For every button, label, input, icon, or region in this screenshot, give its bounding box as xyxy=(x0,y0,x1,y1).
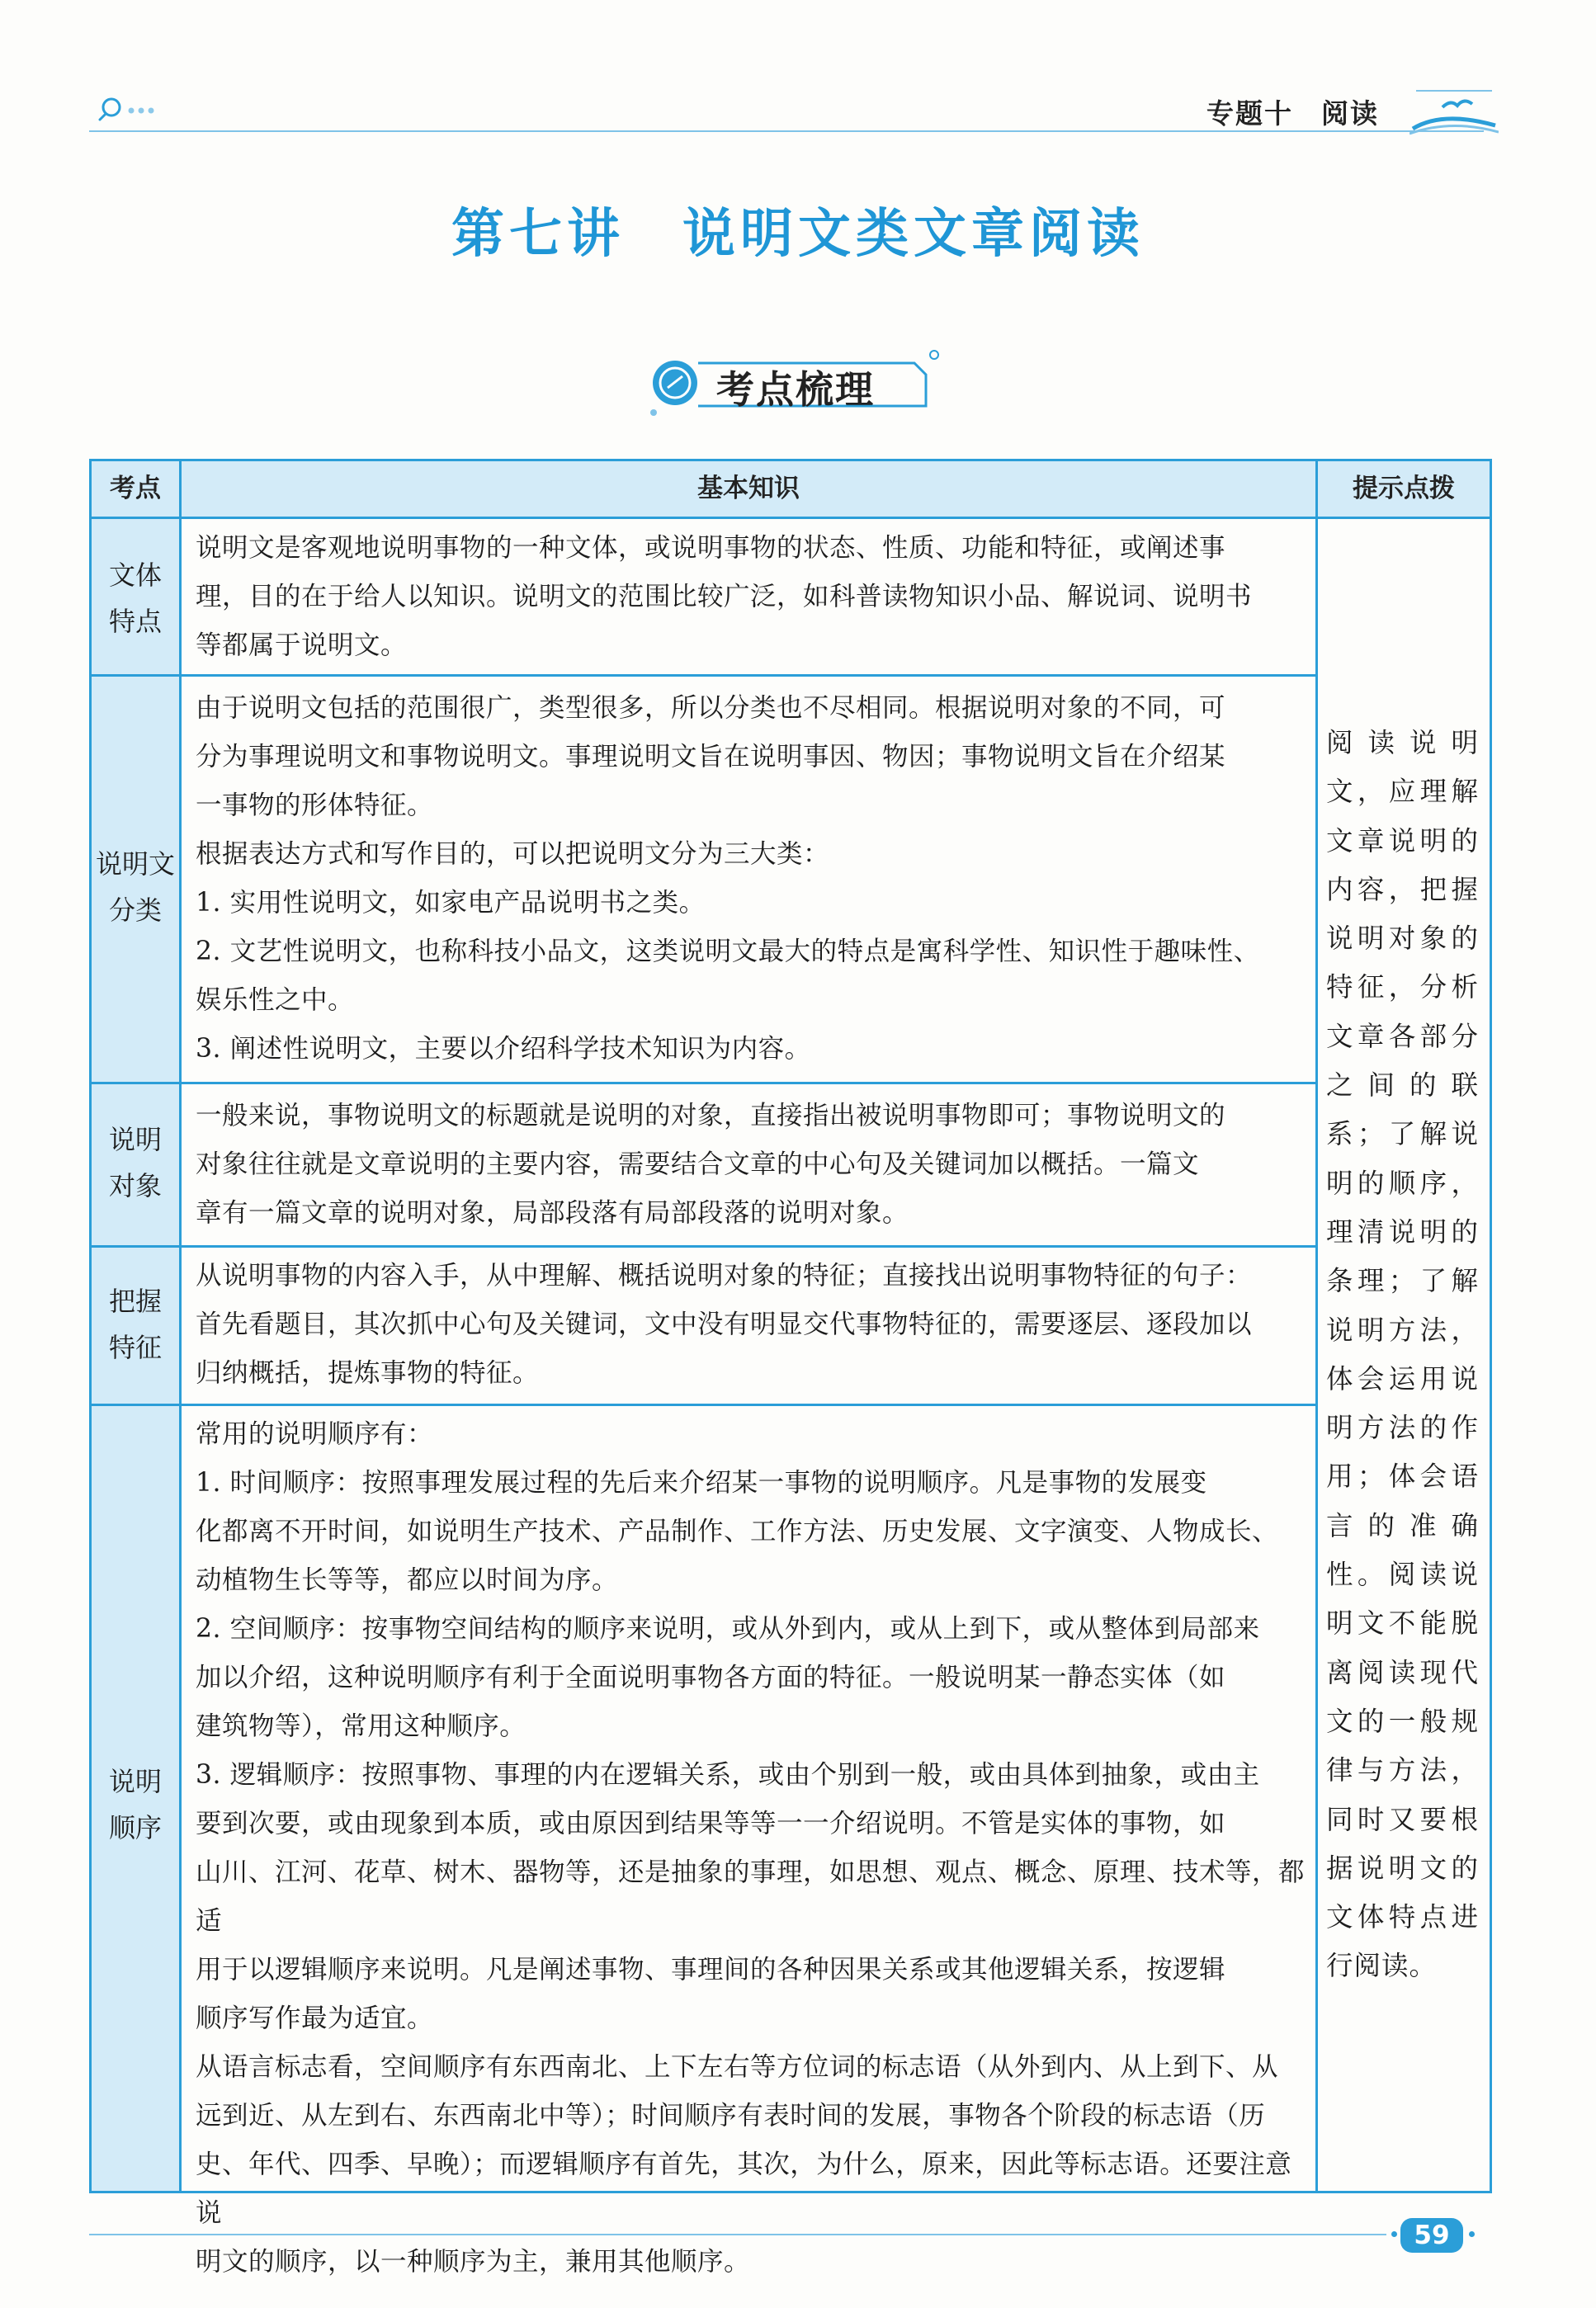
text-line: 2. 文艺性说明文，也称科技小品文，这类说明文最大的特点是寓科学性、知识性于趣味性、 xyxy=(196,937,1260,966)
text-line: 1. 时间顺序：按照事理发展过程的先后来介绍某一事物的说明顺序。凡是事物的发展变 xyxy=(196,1468,1207,1498)
text-line: 史、年代、四季、早晚）；而逻辑顺序有首先，其次，为什么，原来，因此等标志语。还要注意说 xyxy=(196,2150,1292,2228)
bird-logo-icon xyxy=(1409,86,1499,135)
page-title xyxy=(0,191,1596,267)
text-line: 首先看题目，其次抓中心句及关键词，文中没有明显交代事物特征的，需要逐层、逐段加以 xyxy=(196,1310,1253,1339)
text-line: 化都离不开时间，如说明生产技术、产品制作、工作方法、历史发展、文字演变、人物成长、 xyxy=(196,1517,1279,1546)
text-line: 根据表达方式和写作目的，可以把说明文分为三大类： xyxy=(196,839,830,869)
text-line: 从语言标志看，空间顺序有东西南北、上下左右等方位词的标志语（从外到内、从上到下、从 xyxy=(196,2052,1279,2082)
category-features xyxy=(92,1278,179,1371)
tips-cell: 阅读说明文，应理解文章说明的内容，把握说明对象的特征，分析文章各部分之间的联系；了解说明的顺序，理清说明的条理；了解说明方法，体会运用说明方法的作用；体会语言的准确性。阅读说明文不能脱离阅读现代文的一般规律与方法，同时又要根据说明文的文体特点进行阅读。 xyxy=(1326,727,1479,1982)
knowledge-cell-style xyxy=(196,524,1306,670)
text-line: 明文的顺序，以一种顺序为主，兼用其他顺序。 xyxy=(196,2247,751,2277)
text-line: 建筑物等），常用这种顺序。 xyxy=(196,1711,526,1741)
text-line: 加以介绍，这种说明顺序有利于全面说明事物各方面的特征。一般说明某一静态实体（如 xyxy=(196,1663,1226,1692)
text-line: 等都属于说明文。 xyxy=(196,630,408,660)
category-order xyxy=(92,1758,179,1851)
category-object xyxy=(92,1116,179,1209)
header-knowledge: 基本知识 xyxy=(697,474,800,503)
category-label: 把握 xyxy=(108,1286,162,1317)
row-divider xyxy=(92,674,1315,677)
header-point: 考点 xyxy=(110,474,161,503)
text-line: 动植物生长等等，都应以时间为序。 xyxy=(196,1565,619,1595)
lecture-name: 说明文类文章阅读 xyxy=(682,204,1145,265)
text-line: 章有一篇文章的说明对象，局部段落有局部段落的说明对象。 xyxy=(196,1198,909,1228)
text-line: 3. 阐述性说明文，主要以介绍科学技术知识为内容。 xyxy=(196,1034,811,1064)
text-line: 要到次要，或由现象到本质，或由原因到结果等等一一介绍说明。不管是实体的事物，如 xyxy=(196,1809,1226,1838)
category-label: 对象 xyxy=(108,1170,162,1201)
footer-divider xyxy=(89,2234,1386,2235)
row-divider xyxy=(92,1082,1315,1084)
text-line: 归纳概括，提炼事物的特征。 xyxy=(196,1358,540,1388)
text-line: 对象往往就是文章说明的主要内容，需要结合文章的中心句及关键词加以概括。一篇文 xyxy=(196,1149,1200,1179)
category-label: 分类 xyxy=(108,894,162,926)
text-line: 从说明事物的内容入手，从中理解、概括说明对象的特征；直接找出说明事物特征的句子： xyxy=(196,1261,1253,1291)
category-label: 说明 xyxy=(108,1124,162,1155)
text-line: 一般来说，事物说明文的标题就是说明的对象，直接指出被说明事物即可；事物说明文的 xyxy=(196,1101,1226,1130)
header-topic xyxy=(1206,92,1379,131)
knowledge-cell-object xyxy=(196,1092,1306,1238)
page-number: 59 xyxy=(1400,2218,1463,2253)
column-divider xyxy=(1315,461,1318,2191)
text-line: 山川、江河、花草、树木、器物等，还是抽象的事理，如思想、观点、概念、原理、技术等，都适 xyxy=(196,1857,1306,1936)
text-line: 用于以逻辑顺序来说明。凡是阐述事物、事理间的各种因果关系或其他逻辑关系，按逻辑 xyxy=(196,1955,1226,1985)
footer-dot xyxy=(1391,2231,1397,2237)
text-line: 1. 实用性说明文，如家电产品说明书之类。 xyxy=(196,888,706,918)
text-line: 说明文是客观地说明事物的一种文体，或说明事物的状态、性质、功能和特征，或阐述事 xyxy=(196,533,1226,563)
footer-dot xyxy=(1469,2231,1475,2237)
text-line: 娱乐性之中。 xyxy=(196,985,355,1015)
knowledge-cell-classification xyxy=(196,684,1306,1074)
knowledge-cell-order xyxy=(196,1410,1306,2287)
text-line: 理，目的在于给人以知识。说明文的范围比较广泛，如科普读物知识小品、解说词、说明书 xyxy=(196,582,1253,611)
category-classification xyxy=(92,841,179,933)
header-topic-label: 专题十 xyxy=(1206,97,1293,130)
category-label: 顺序 xyxy=(108,1812,162,1843)
category-label: 说明文 xyxy=(95,848,175,880)
category-label: 文体 xyxy=(108,559,162,591)
category-label: 特点 xyxy=(108,606,162,637)
text-line: 由于说明文包括的范围很广，类型很多，所以分类也不尽相同。根据说明对象的不同，可 xyxy=(196,693,1226,723)
column-divider xyxy=(179,461,182,2191)
text-line: 顺序写作最为适宜。 xyxy=(196,2004,434,2033)
text-line: 常用的说明顺序有： xyxy=(196,1419,434,1449)
text-line: 一事物的形体特征。 xyxy=(196,791,434,820)
category-style-features xyxy=(92,552,179,644)
text-line: 远到近、从左到右、东西南北中等）；时间顺序有表时间的发展，事物各个阶段的标志语（历 xyxy=(196,2101,1266,2131)
knowledge-cell-features xyxy=(196,1252,1306,1398)
section-badge-label: 考点梳理 xyxy=(716,367,875,412)
row-divider xyxy=(92,1245,1315,1248)
text-line: 分为事理说明文和事物说明文。事理说明文旨在说明事因、物因；事物说明文旨在介绍某 xyxy=(196,742,1226,772)
header-divider xyxy=(89,130,1484,132)
text-line: 2. 空间顺序：按事物空间结构的顺序来说明，或从外到内，或从上到下，或从整体到局部来 xyxy=(196,1614,1260,1644)
lecture-number: 第七讲 xyxy=(451,204,625,265)
header-tips: 提示点拨 xyxy=(1353,474,1455,503)
text-line: 3. 逻辑顺序：按照事物、事理的内在逻辑关系，或由个别到一般，或由具体到抽象，或由主 xyxy=(196,1760,1260,1790)
category-label: 说明 xyxy=(108,1766,162,1797)
header-section-label: 阅读 xyxy=(1321,97,1379,130)
row-divider xyxy=(92,1404,1315,1406)
search-icon xyxy=(95,92,194,125)
category-label: 特征 xyxy=(108,1332,162,1363)
